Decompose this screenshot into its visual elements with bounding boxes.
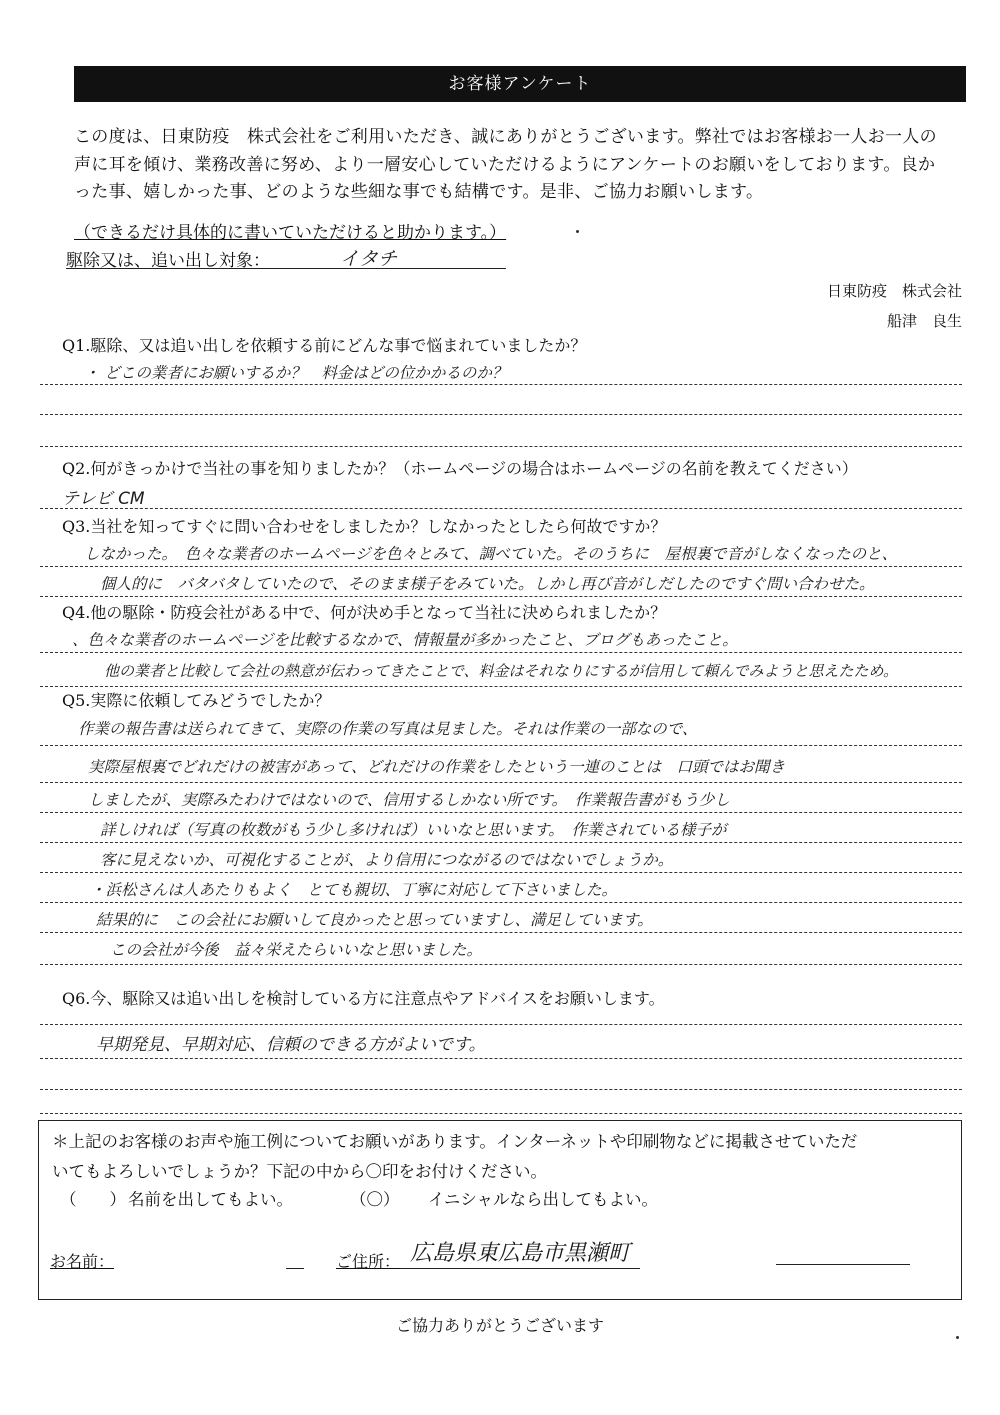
target-underline	[66, 268, 506, 269]
q5-answer-line: 作業の報告書は送られてきて、実際の作業の写真は見ました。それは作業の一部なので、	[78, 720, 698, 738]
answer-line	[40, 1058, 962, 1059]
page-title: お客様アンケート	[74, 66, 966, 102]
address-label: ご住所：	[336, 1252, 401, 1271]
answer-line	[40, 872, 962, 873]
answer-line	[40, 414, 962, 415]
footer-thanks: ご協力ありがとうございます	[395, 1316, 604, 1335]
intro-text	[74, 124, 974, 207]
q2-question: Q2.何がきっかけで当社の事を知りましたか？（ホームページの場合はホームページの名前を教えてください）	[62, 459, 858, 478]
q3-answer-line: 個人的に バタバタしていたので、そのまま様子をみていた。しかし再び音がしだしたのですぐ問い合わせた。	[100, 575, 875, 593]
intro-note: （できるだけ具体的に書いていただけると助かります。）	[74, 223, 507, 243]
option2-label: イニシャルなら出してもよい。	[428, 1190, 659, 1209]
q5-answer-line: しましたが、実際みたわけではないので、信用するしかない所です。 作業報告書がもう少し	[88, 791, 730, 809]
option2-checkbox[interactable]: （〇）	[350, 1190, 400, 1209]
intro-line: 声に耳を傾け、業務改善に努め、より一層安心していただけるようにアンケートのお願いをしております。良か	[74, 154, 936, 175]
address-value: 広島県東広島市黒瀬町	[410, 1241, 631, 1266]
address-underline	[400, 1268, 640, 1269]
q5-answer-line: 実際屋根裏でどれだけの被害があって、どれだけの作業をしたという一連のことは 口頭ではお聞き	[88, 758, 786, 776]
target-label: 駆除又は、追い出し対象：	[66, 251, 270, 271]
q5-answer-line: 客に見えないか、可視化することが、より信用につながるのではないでしょうか。	[100, 851, 674, 869]
answer-line	[40, 566, 962, 567]
consent-line: ＊上記のお客様のお声や施工例についてお願いがあります。インターネットや印刷物などに掲載させていただ	[52, 1132, 858, 1151]
q2-answer: テレビ CM	[62, 489, 145, 509]
answer-line	[40, 902, 962, 903]
company-name: 日東防疫 株式会社	[826, 282, 962, 300]
consent-line: いてもよろしいでしょうか？下記の中から〇印をお付けください。	[52, 1162, 547, 1181]
answer-line	[40, 384, 962, 385]
q6-question: Q6.今、駆除又は追い出しを検討している方に注意点やアドバイスをお願いします。	[62, 989, 665, 1008]
answer-line	[40, 812, 962, 813]
answer-line	[40, 782, 962, 783]
answer-line	[40, 932, 962, 933]
staff-name: 船津 良生	[886, 312, 962, 330]
q4-question: Q4.他の駆除・防疫会社がある中で、何が決め手となって当社に決められましたか？	[62, 603, 667, 622]
target-value: イタチ	[340, 248, 398, 270]
answer-line	[40, 446, 962, 447]
intro-line: った事、嬉しかった事、どのような些細な事でも結構です。是非、ご協力お願いします。	[74, 182, 764, 202]
answer-line	[40, 745, 962, 746]
q4-answer-line: 、色々な業者のホームページを比較するなかで、情報量が多かったこと、ブログもあったこと。	[72, 631, 738, 649]
q3-question: Q3.当社を知ってすぐに問い合わせをしましたか？しなかったとしたら何故ですか？	[62, 517, 667, 536]
name-label: お名前：	[50, 1252, 115, 1271]
q5-answer-line: ・浜松さんは人あたりもよく とても親切、丁寧に対応して下さいました。	[90, 881, 618, 899]
answer-line	[40, 964, 962, 965]
scan-speck	[956, 1336, 959, 1339]
consent-text	[52, 1127, 952, 1187]
answer-line	[40, 1113, 962, 1114]
option1-checkbox[interactable]: （ ）	[60, 1190, 126, 1209]
answer-line	[40, 508, 962, 509]
q1-answer: ・ どこの業者にお願いするか？ 料金はどの位かかるのか？	[84, 364, 508, 382]
q5-answer-line: 結果的に この会社にお願いして良かったと思っていますし、満足しています。	[96, 911, 653, 929]
q6-answer: 早期発見、早期対応、信頼のできる方がよいです。	[96, 1035, 486, 1055]
name-underline	[286, 1268, 304, 1269]
q4-answer-line: 他の業者と比較して会社の熱意が伝わってきたことで、料金はそれなりにするが信用して頼んでみようと思えたため。	[104, 662, 898, 680]
q3-answer-line: しなかった。 色々な業者のホームページを色々とみて、調べていた。そのうちに 屋根裏で音がしなくなったのと、	[84, 545, 898, 563]
q5-answer-line: 詳しければ（写真の枚数がもう少し多ければ）いいなと思います。 作業されている様子が	[100, 821, 727, 839]
q5-question: Q5.実際に依頼してみどうでしたか？	[62, 691, 331, 710]
answer-line	[40, 596, 962, 597]
option1-label: 名前を出してもよい。	[128, 1190, 293, 1209]
scan-speck	[576, 230, 579, 233]
q1-question: Q1.駆除、又は追い出しを依頼する前にどんな事で悩まれていましたか？	[62, 336, 587, 355]
q5-answer-line: この会社が今後 益々栄えたらいいなと思いました。	[110, 941, 483, 959]
answer-line	[40, 686, 962, 687]
answer-line	[40, 842, 962, 843]
answer-line	[40, 652, 962, 653]
intro-line: この度は、日東防疫 株式会社をご利用いただき、誠にありがとうございます。弊社ではお客様お一人お一人の	[74, 127, 937, 147]
answer-line	[40, 1089, 962, 1090]
extra-underline	[776, 1264, 910, 1265]
answer-line	[40, 1024, 962, 1025]
